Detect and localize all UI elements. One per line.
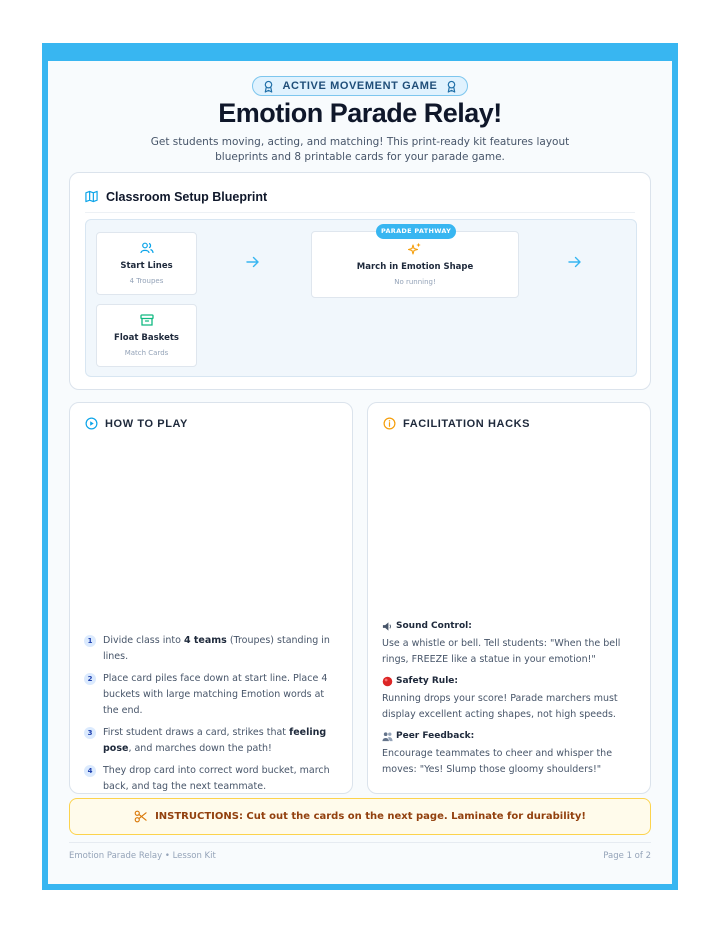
footer-divider — [69, 842, 651, 843]
award-icon — [446, 80, 457, 93]
zone-title: Float Baskets — [114, 333, 179, 343]
hack-text: Use a whistle or bell. Tell students: "When the bell rings, FREEZE like a statue in your emotion!" — [382, 638, 621, 665]
list-item — [84, 633, 340, 665]
badge-label: ACTIVE MOVEMENT GAME — [282, 80, 438, 92]
speaker-icon — [382, 621, 393, 632]
page-title: Emotion Parade Relay! — [218, 98, 502, 128]
map-icon — [85, 190, 98, 203]
instructions-banner — [69, 798, 651, 835]
hack-title: Safety Rule: — [396, 676, 459, 686]
hack-text: Running drops your score! Parade marchers must display excellent acting shapes, not high speeds. — [382, 693, 618, 720]
steps-list — [84, 633, 340, 801]
archive-box-icon — [140, 313, 154, 327]
arrow-right-icon — [568, 256, 582, 268]
zone-sub: Match Cards — [124, 349, 169, 357]
how-to-play-header — [85, 417, 188, 430]
arrow-right-icon — [246, 256, 260, 268]
list-item — [84, 725, 340, 757]
blueprint-area — [85, 219, 637, 377]
step-text: First student draws a card, strikes that feeling pose, and marches down the path! — [103, 727, 327, 754]
how-to-play-card — [69, 402, 353, 794]
zone-title: March in Emotion Shape — [356, 262, 474, 272]
scissors-icon — [134, 810, 147, 823]
list-item — [84, 671, 340, 719]
setup-header — [85, 189, 635, 213]
page-subtitle: Get students moving, acting, and matching! This print-ready kit features layout blueprints and 8 printable cards for your parade game. — [150, 136, 570, 163]
step-number: 2 — [84, 673, 96, 685]
step-text: Place card piles face down at start line. Place 4 buckets with large matching Emotion words at the end. — [103, 673, 328, 716]
zone-start-lines — [96, 232, 197, 295]
zone-title: Start Lines — [120, 261, 173, 271]
pathway-badge: PARADE PATHWAY — [376, 224, 456, 239]
how-to-play-title: HOW TO PLAY — [105, 417, 188, 430]
sparkles-icon — [408, 242, 422, 256]
list-item — [382, 674, 638, 723]
footer-left: Emotion Parade Relay • Lesson Kit — [69, 851, 216, 861]
hack-title: Sound Control: — [396, 621, 472, 631]
hacks-list — [382, 619, 638, 784]
setup-blueprint-card — [69, 172, 651, 390]
list-item — [382, 729, 638, 778]
step-number: 1 — [84, 635, 96, 647]
step-number: 3 — [84, 727, 96, 739]
footer-right: Page 1 of 2 — [603, 851, 651, 861]
info-icon — [383, 417, 396, 430]
hack-text: Encourage teammates to cheer and whisper the moves: "Yes! Slump those gloomy shoulders!" — [382, 748, 613, 775]
hacks-header — [383, 417, 530, 430]
people-icon — [382, 731, 393, 742]
instructions-text: INSTRUCTIONS: Cut out the cards on the next page. Laminate for durability! — [155, 811, 586, 822]
zone-sub: 4 Troupes — [129, 277, 164, 285]
category-badge — [252, 76, 467, 96]
zone-sub: No running! — [394, 278, 436, 286]
list-item — [382, 619, 638, 668]
hacks-title: FACILITATION HACKS — [403, 417, 531, 430]
hack-title: Peer Feedback: — [396, 731, 475, 741]
setup-title: Classroom Setup Blueprint — [106, 189, 268, 204]
facilitation-hacks-card — [367, 402, 651, 794]
zone-float-baskets — [96, 304, 197, 367]
red-circle-icon — [382, 676, 393, 687]
users-icon — [140, 241, 154, 255]
list-item — [84, 763, 340, 795]
step-text: Divide class into 4 teams (Troupes) standing in lines. — [103, 635, 330, 662]
award-icon — [263, 80, 274, 93]
play-circle-icon — [85, 417, 98, 430]
step-text: They drop card into correct word bucket, march back, and tag the next teammate. — [103, 765, 330, 792]
step-number: 4 — [84, 765, 96, 777]
zone-march — [311, 231, 519, 298]
